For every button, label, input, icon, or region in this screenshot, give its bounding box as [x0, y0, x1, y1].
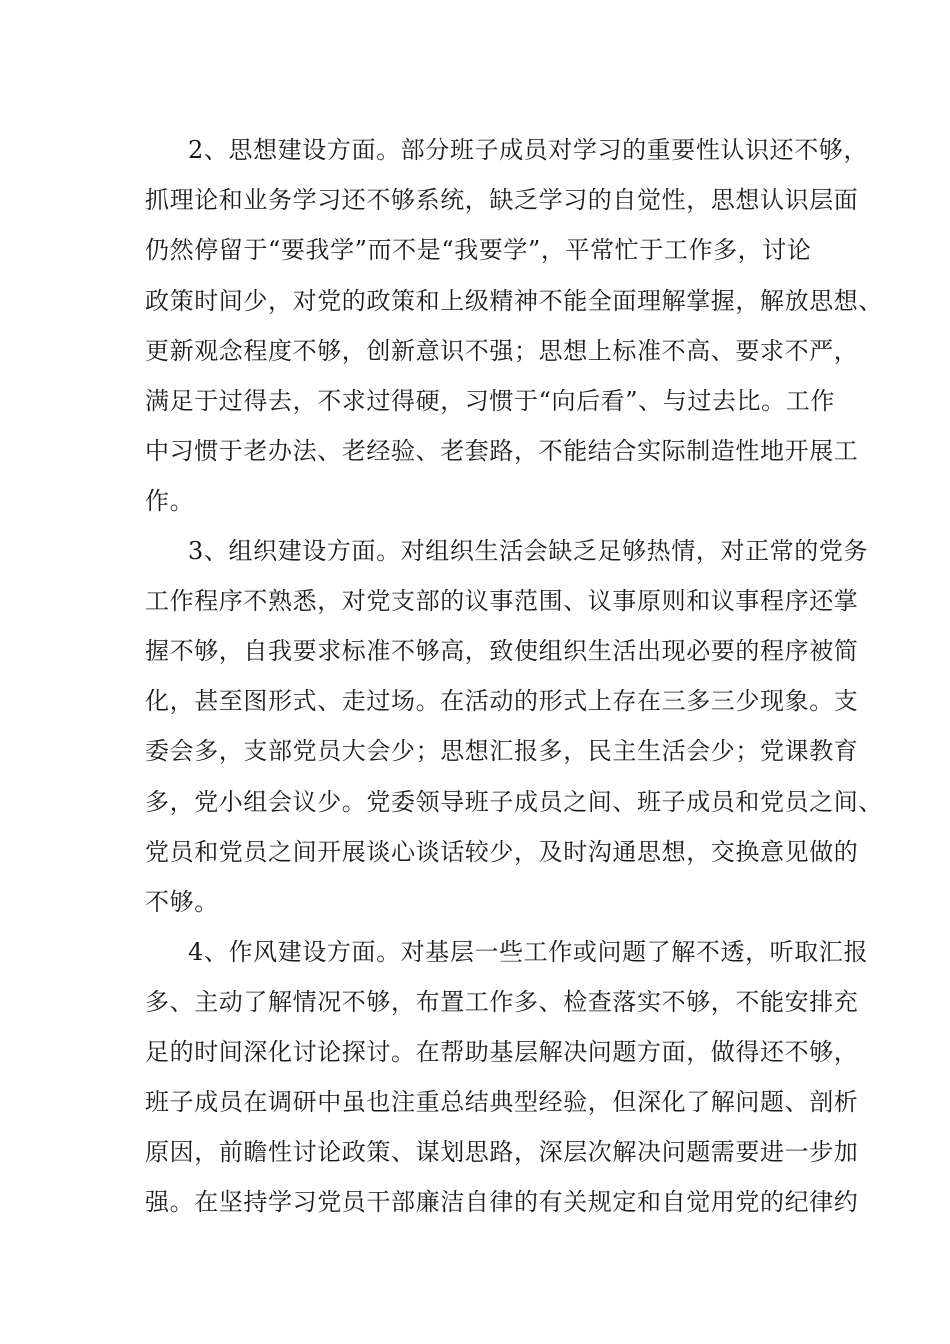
- paragraph-3-line-3: 握不够，自我要求标准不够高，致使组织生活出现必要的程序被简: [145, 637, 859, 665]
- paragraph-4-line-4: 班子成员在调研中虽也注重总结典型经验，但深化了解问题、剖析: [145, 1088, 859, 1116]
- paragraph-4-line-2: 多、主动了解情况不够，布置工作多、检查落实不够，不能安排充: [145, 988, 859, 1016]
- paragraph-2-line-1: 2、思想建设方面。部分班子成员对学习的重要性认识还不够，: [188, 136, 869, 164]
- paragraph-3-line-5: 委会多，支部党员大会少；思想汇报多，民主生活会少；党课教育: [145, 737, 859, 765]
- paragraph-2-line-5: 更新观念程度不够，创新意识不强；思想上标准不高、要求不严，: [145, 337, 859, 365]
- paragraph-3-line-2: 工作程序不熟悉，对党支部的议事范围、议事原则和议事程序还掌: [145, 587, 859, 615]
- paragraph-2-line-6: 满足于过得去，不求过得硬，习惯于“向后看”、与过去比。工作: [145, 387, 835, 415]
- paragraph-2-line-2: 抓理论和业务学习还不够系统，缺乏学习的自觉性，思想认识层面: [145, 186, 859, 214]
- paragraph-3-line-1: 3、组织建设方面。对组织生活会缺乏足够热情，对正常的党务: [188, 537, 869, 565]
- paragraph-3-line-6: 多，党小组会议少。党委领导班子成员之间、班子成员和党员之间、: [145, 788, 883, 816]
- paragraph-2-line-4: 政策时间少，对党的政策和上级精神不能全面理解掌握，解放思想、: [145, 287, 883, 315]
- paragraph-3-line-8: 不够。: [145, 888, 219, 916]
- paragraph-2-line-7: 中习惯于老办法、老经验、老套路，不能结合实际制造性地开展工: [145, 437, 859, 465]
- paragraph-2-line-3: 仍然停留于“要我学”而不是“我要学”，平常忙于工作多，讨论: [145, 236, 812, 264]
- paragraph-2-line-8: 作。: [145, 487, 195, 515]
- paragraph-3-line-4: 化，甚至图形式、走过场。在活动的形式上存在三多三少现象。支: [145, 687, 859, 715]
- paragraph-4-line-6: 强。在坚持学习党员干部廉洁自律的有关规定和自觉用党的纪律约: [145, 1188, 859, 1216]
- paragraph-4-line-5: 原因，前瞻性讨论政策、谋划思路，深层次解决问题需要进一步加: [145, 1138, 859, 1166]
- paragraph-4-line-3: 足的时间深化讨论探讨。在帮助基层解决问题方面，做得还不够，: [145, 1038, 859, 1066]
- paragraph-3-line-7: 党员和党员之间开展谈心谈话较少，及时沟通思想，交换意见做的: [145, 838, 859, 866]
- paragraph-4-line-1: 4、作风建设方面。对基层一些工作或问题了解不透，听取汇报: [188, 938, 869, 966]
